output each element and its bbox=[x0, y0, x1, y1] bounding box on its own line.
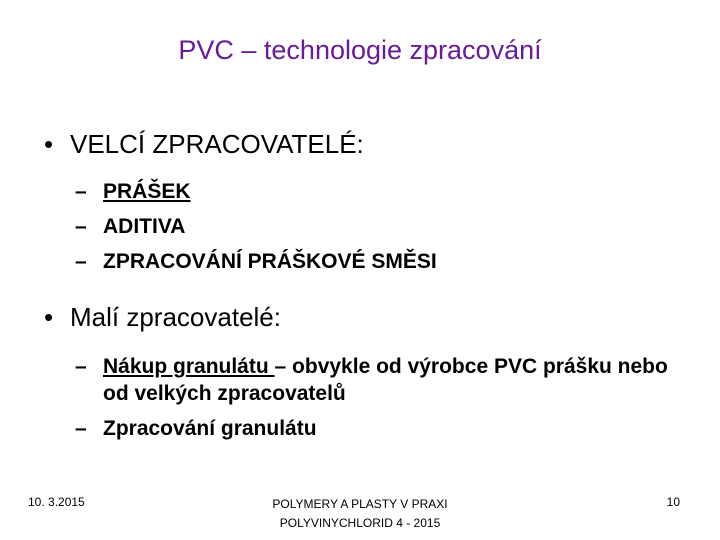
slide-title: PVC – technologie zpracování bbox=[178, 35, 542, 65]
bullet-item-small-processors bbox=[44, 301, 684, 333]
bullet-icon: • bbox=[44, 129, 54, 159]
slide-content bbox=[44, 128, 684, 442]
dash-icon: – bbox=[75, 417, 87, 440]
subitem-underlined-label: Nákup granulátu bbox=[103, 355, 275, 378]
footer-page-number: 10 bbox=[666, 495, 680, 509]
subitem-granulate-processing bbox=[44, 415, 684, 442]
dash-icon: – bbox=[75, 180, 87, 203]
footer-center-text bbox=[210, 495, 510, 533]
subitem-label: PRÁŠEK bbox=[103, 180, 191, 203]
dash-icon: – bbox=[75, 215, 87, 238]
subitem-label: Zpracování granulátu bbox=[103, 417, 317, 440]
bullet-item-label: VELCÍ ZPRACOVATELÉ: bbox=[70, 129, 364, 159]
subitem-granulate-purchase bbox=[44, 353, 684, 407]
footer-line-2: POLYVINYCHLORID 4 - 2015 bbox=[279, 516, 441, 530]
subitem-label: – obvykle od výrobce PVC prášku nebo od velkých zpracovatelů bbox=[103, 355, 668, 405]
subitem-label: ADITIVA bbox=[103, 215, 186, 238]
subitem-label: ZPRACOVÁNÍ PRÁŠKOVÉ SMĚSI bbox=[103, 250, 437, 273]
dash-icon: – bbox=[75, 355, 87, 378]
bullet-item-label: Malí zpracovatelé: bbox=[70, 302, 281, 332]
footer-date: 10. 3.2015 bbox=[28, 495, 85, 509]
subitem-powder bbox=[44, 178, 684, 205]
bullet-icon: • bbox=[44, 302, 54, 332]
subitem-additives bbox=[44, 213, 684, 240]
bullet-item-large-processors bbox=[44, 128, 684, 160]
subitem-powder-mix-processing bbox=[44, 248, 684, 275]
dash-icon: – bbox=[75, 250, 87, 273]
footer-line-1: POLYMERY A PLASTY V PRAXI bbox=[272, 497, 448, 511]
